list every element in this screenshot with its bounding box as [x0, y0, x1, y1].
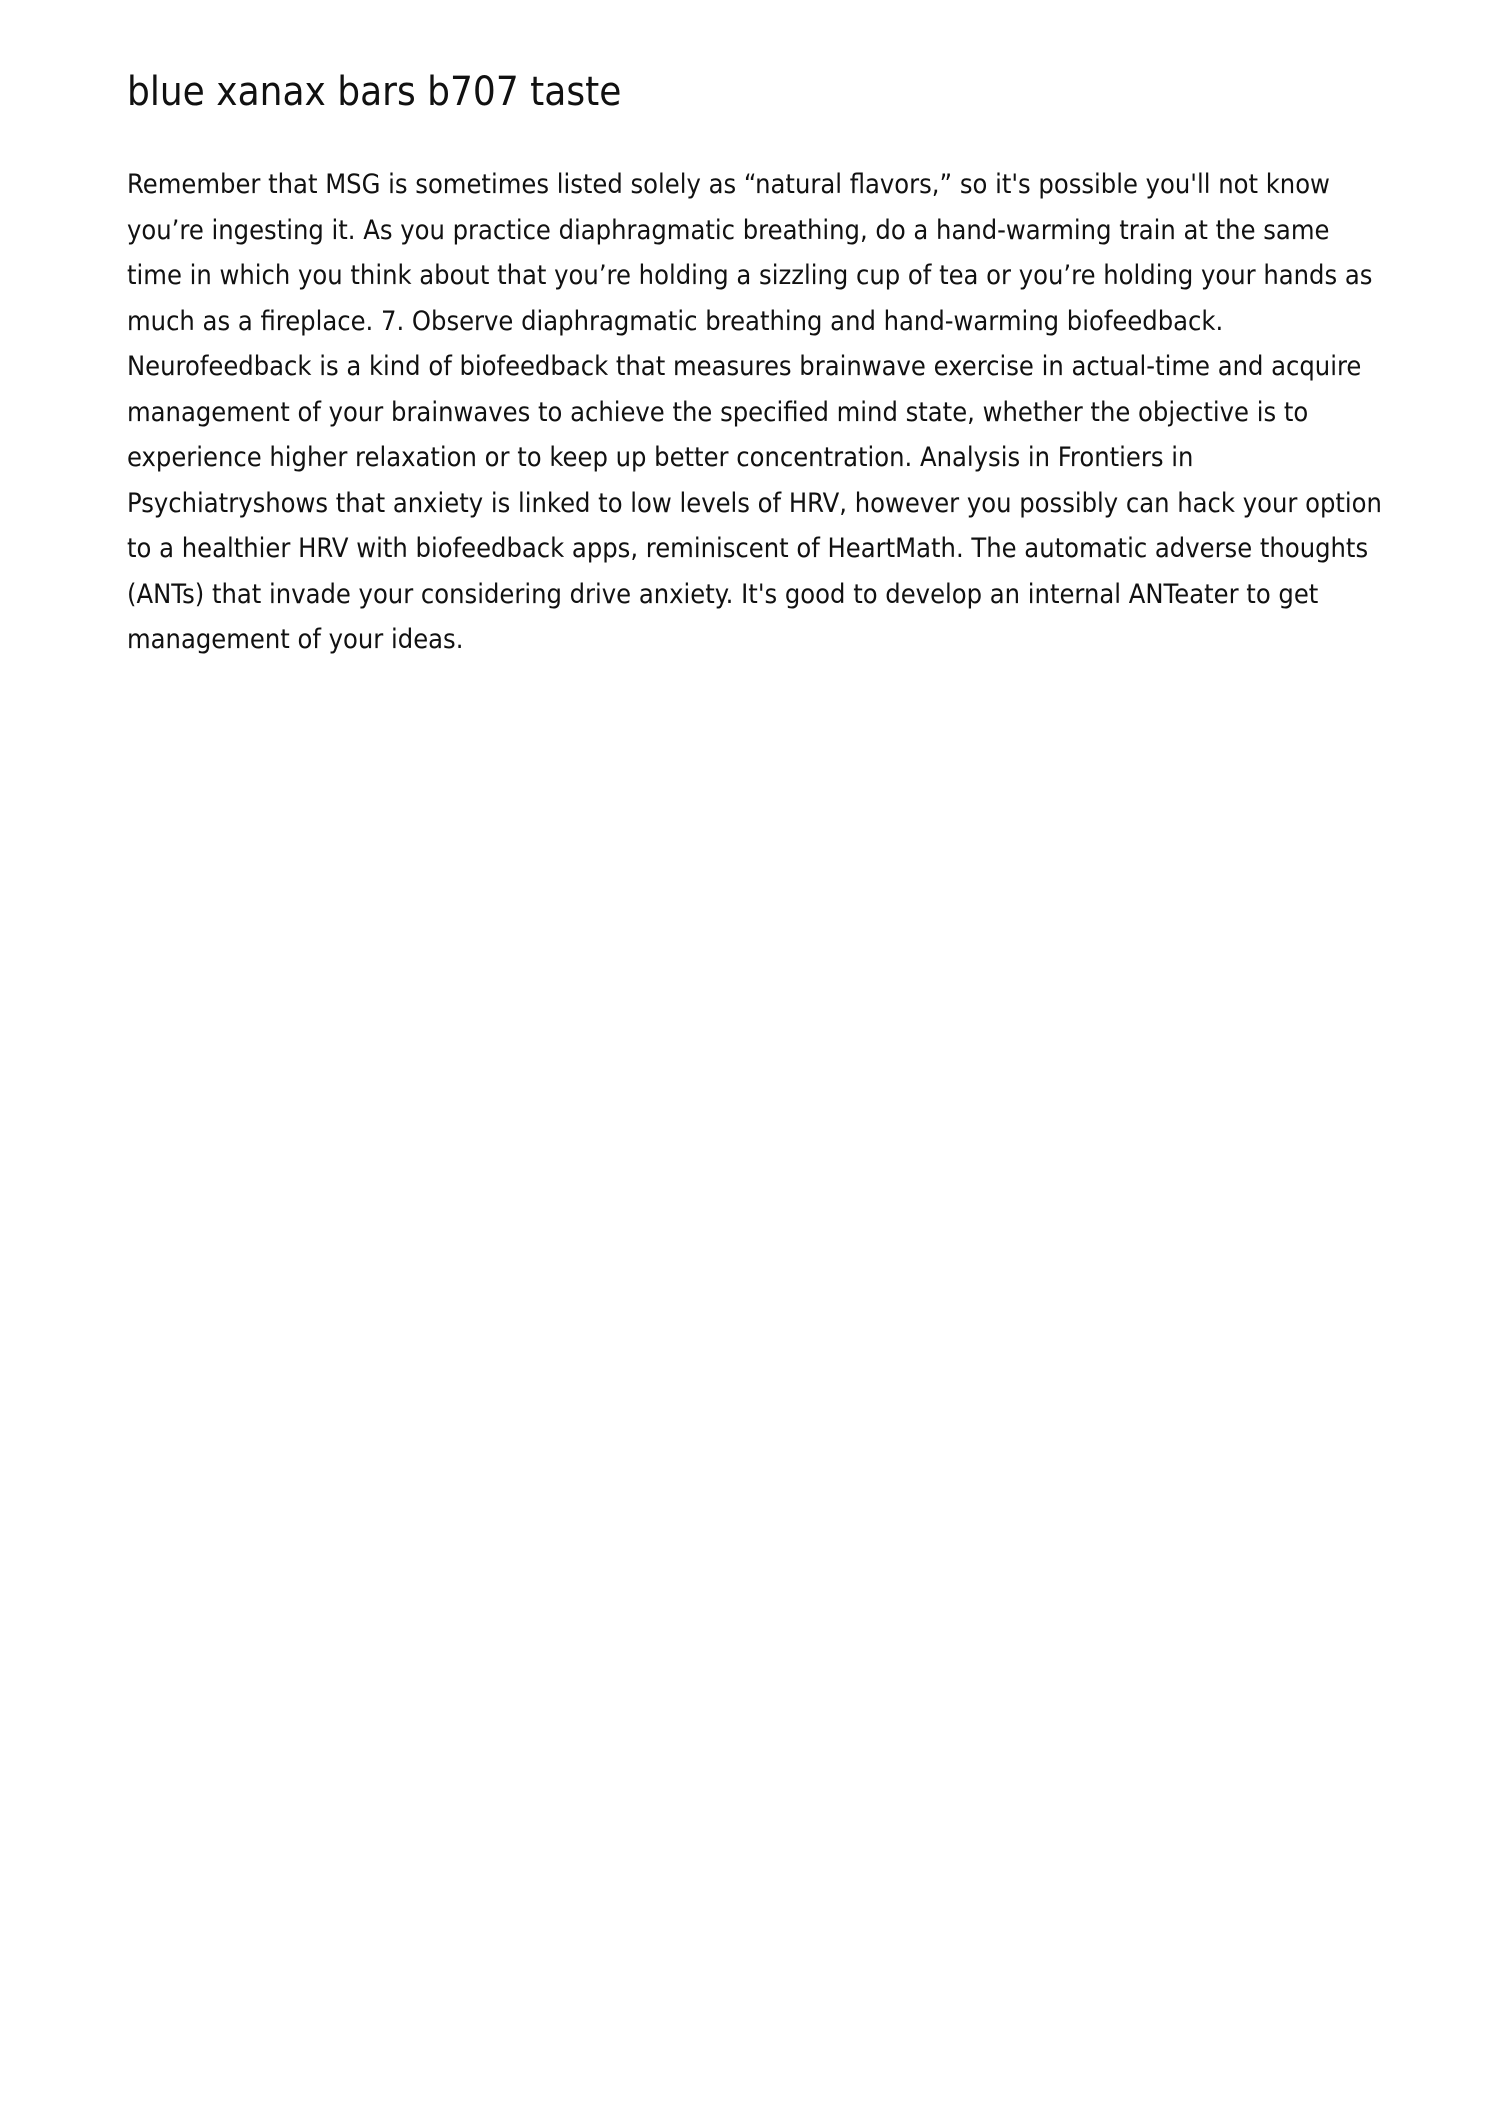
document-body-paragraph: Remember that MSG is sometimes listed solely as “natural flavors,” so it's possible you'll not know you’re ingesting it. As you practice diaphragmatic breathing, do a hand-warming train at the same time in which you think about that you’re holding a sizzling cup of tea or you’re holding your hands as much as a fireplace. 7. Observe diaphragmatic breathing and hand-warming biofeedback. Neurofeedback is a kind of biofeedback that measures brainwave exercise in actual-time and acquire management of your brainwaves to achieve the specified mind state, whether the objective is to experience higher relaxation or to keep up better concentration. Analysis in Frontiers in Psychiatryshows that anxiety is linked to low levels of HRV, however you possibly can hack your option to a healthier HRV with biofeedback apps, reminiscent of HeartMath. The automatic adverse thoughts (ANTs) that invade your considering drive anxiety. It's good to develop an internal ANTeater to get management of your ideas. [127, 169, 1382, 655]
document-page [127, 64, 1387, 663]
document-title: blue xanax bars b707 taste [127, 69, 622, 115]
